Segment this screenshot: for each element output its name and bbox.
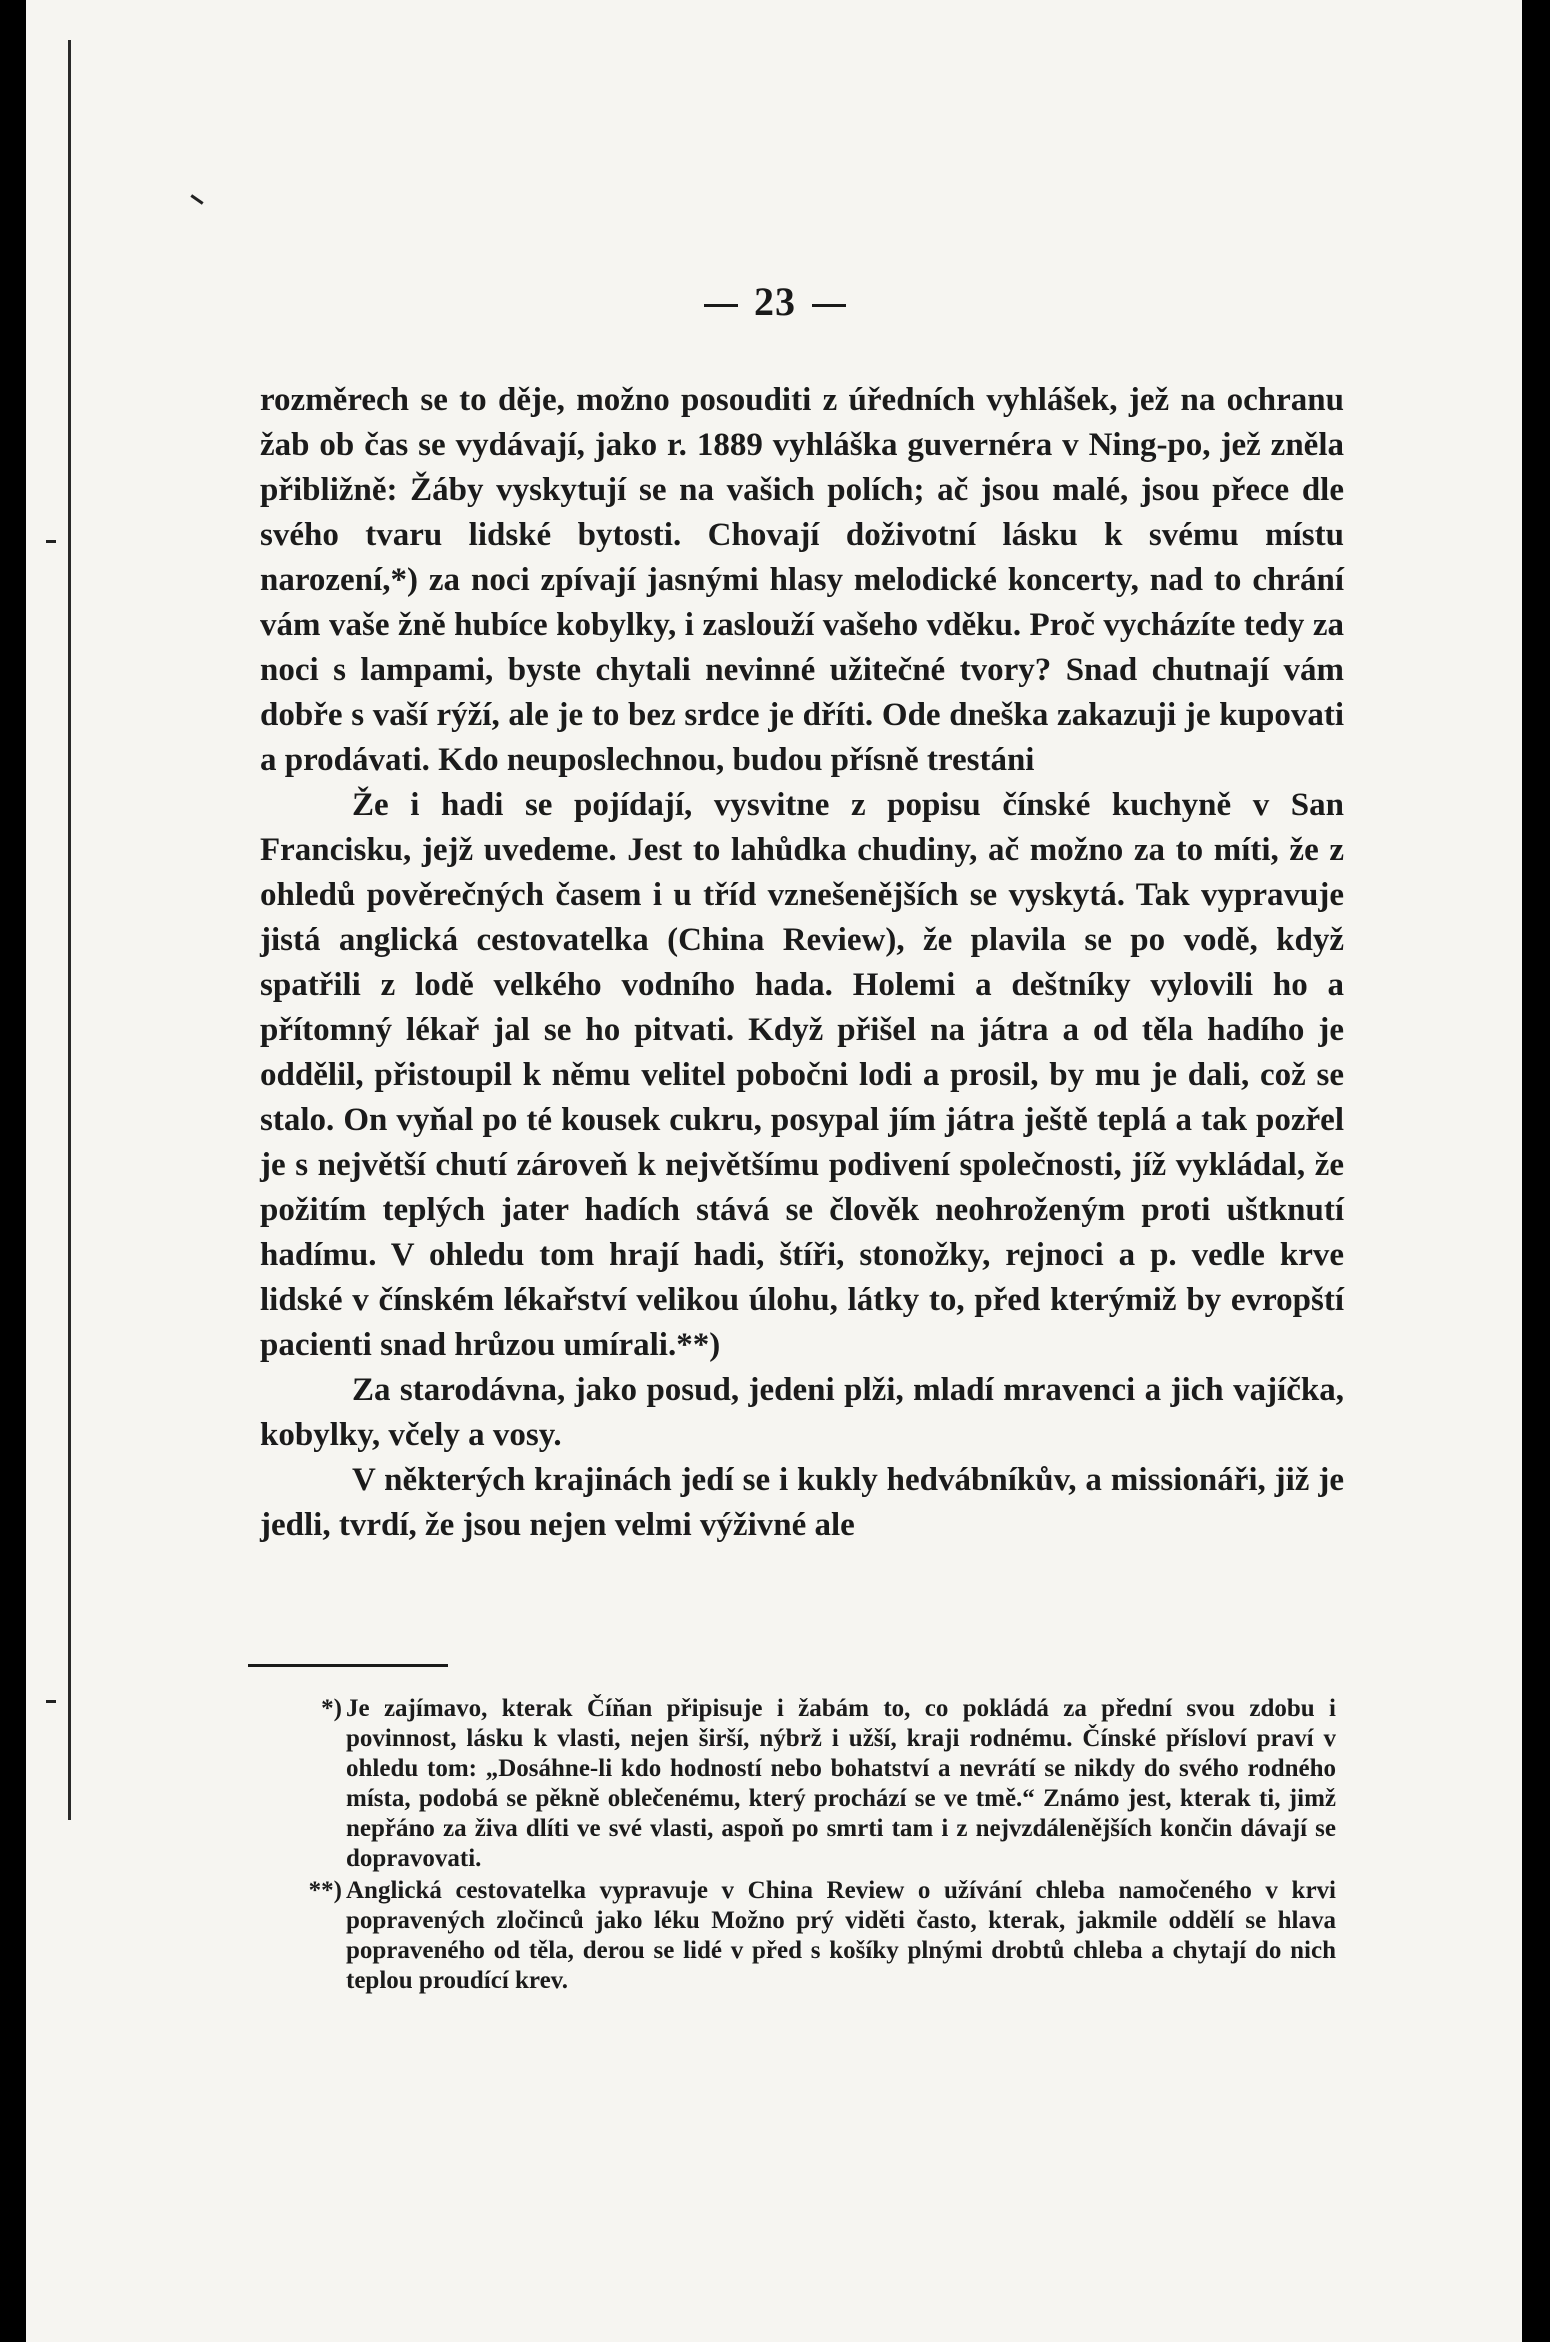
page-number-value: 23 (754, 279, 796, 324)
page-number-dash (812, 304, 846, 307)
paragraph: V některých krajinách jedí se i kukly hedvábníkův, a missionáři, již je jedli, tvrdí, že jsou nejen velmi výživné ale (260, 1462, 1344, 1543)
paragraph: rozměrech se to děje, možno posouditi z úředních vyhlášek, jež na ochranu žab ob čas se vydávají, jako r. 1889 vyhláška guvernéra v Ning-po, jež zněla přibližně: Žáby vyskytují se na vašich polích; ač jsou malé, jsou přece dle svého tvaru lidské bytosti. Chovají doživotní lásku k svému místu narození,*) za noci zpívají jasnými hlasy melodické koncerty, nad to chrání vám vaše žně hubíce kobylky, i zaslouží vašeho vděku. Proč vycházíte tedy za noci s lampami, byste chytali nevinné užitečné tvory? Snad chutnají vám dobře s vaší rýží, ale je to bez srdce je dříti. Ode dneška zakazuji je kupovati a prodávati. Kdo neuposlechnou, budou přísně trestáni (260, 382, 1344, 778)
main-text (260, 378, 1344, 1548)
paragraph: Že i hadi se pojídají, vysvitne z popisu čínské kuchyně v San Francisku, jejž uvedeme. Jest to lahůdka chudiny, ač možno za to míti, že z ohledů pověrečných časem i u tříd vznešenějších se vyskytá. Tak vypravuje jistá anglická cestovatelka (China Review), že plavila se po vodě, když spatřili z lodě velkého vodního hada. Holemi a deštníky vylovili ho a přítomný lékař jal se ho pitvati. Když přišel na játra a od těla hadího je oddělil, přistoupil k němu velitel pobočni lodi a prosil, by mu je dali, což se stalo. On vyňal po té kousek cukru, posypal jím játra ještě teplá a tak pozřel je s největší chutí zároveň k největšímu podivení společnosti, jíž vykládal, že požitím teplých jater hadích stává se člověk neohroženým proti uštknutí hadímu. V ohledu tom hrají hadi, štíři, stonožky, rejnoci a p. vedle krve lidské v čínském lékařství velikou úlohu, látky to, před kterýmiž by evropští pacienti snad hrůzou umírali.**) (260, 787, 1344, 1363)
margin-tick-mark (46, 540, 56, 543)
paragraph: Za starodávna, jako posud, jedeni plži, mladí mravenci a jich vajíčka, kobylky, včely a vosy. (260, 1372, 1344, 1453)
page-number (0, 278, 1550, 325)
footnote-mark: *) (321, 1695, 342, 1722)
page-number-dash (704, 304, 738, 307)
footnotes (300, 1694, 1336, 1998)
margin-tick-mark (190, 194, 203, 204)
footnote-separator (248, 1664, 448, 1667)
footnote-text: Je zajímavo, kterak Číňan připisuje i žabám to, co pokládá za přední svou zdobu i povinnost, lásku k vlasti, nejen širší, nýbrž i užší, kraji rodnému. Čínské přísloví praví v ohledu tom: „Dosáhne-li kdo hodností nebo bohatství a nevrátí se nikdy do svého rodného místa, podobá se pěkně oblečenému, který prochází se ve tmě.“ Známo jest, kterak ti, jimž nepřáno za živa dlíti ve své vlasti, aspoň po smrti tam i z nejvzdálenějších končin dávají se dopravovati. (346, 1695, 1336, 1872)
footnote-text: Anglická cestovatelka vypravuje v China Review o užívání chleba namočeného v krvi popravených zločinců jako léku Možno prý viděti často, kterak, jakmile oddělí se hlava popraveného od těla, derou se lidé v před s košíky plnými drobtů chleba a chytají do nich teplou proudící krev. (346, 1877, 1336, 1994)
footnote (300, 1694, 1336, 1874)
margin-tick-mark (46, 1700, 56, 1703)
footnote (300, 1876, 1336, 1996)
footnote-mark: **) (308, 1877, 342, 1904)
